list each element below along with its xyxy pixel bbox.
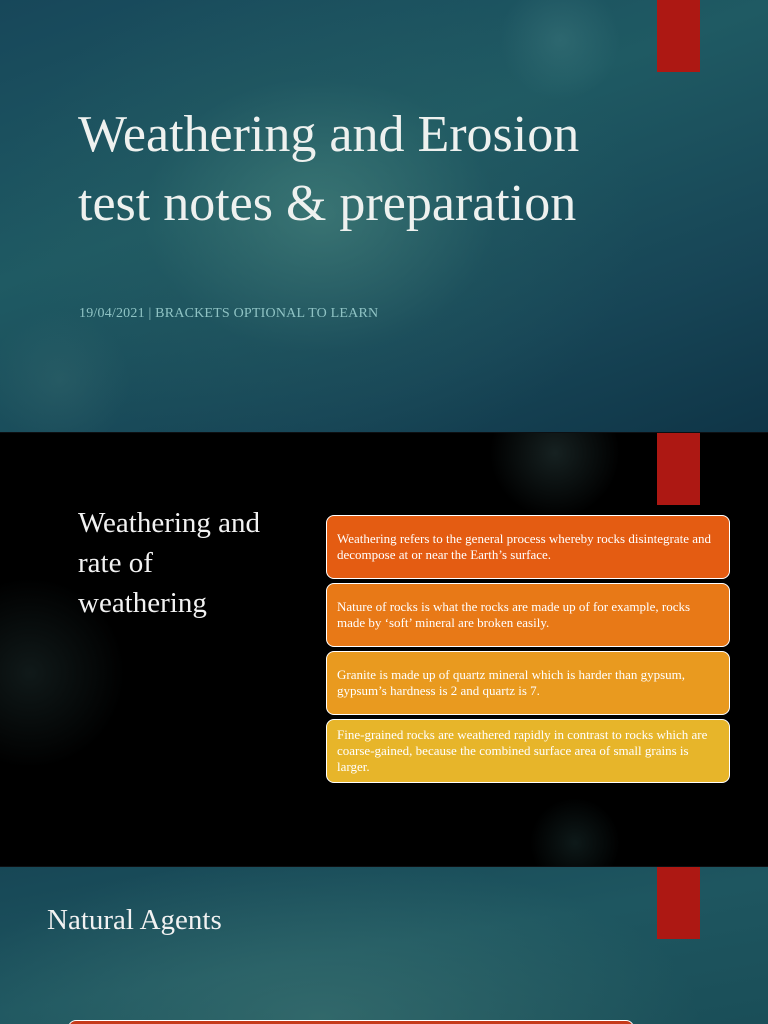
- info-box-nature-of-rocks: [326, 583, 730, 647]
- title-slide: [0, 0, 768, 432]
- info-box-granite: [326, 651, 730, 715]
- info-box-fine-grained: [326, 719, 730, 783]
- weathering-slide: [0, 433, 768, 866]
- info-box-text: Granite is made up of quartz mineral which is harder than gypsum, gypsum’s hardness is 2 and quartz is 7.: [337, 667, 686, 698]
- accent-tab: [657, 433, 700, 505]
- slide-subtitle: 19/04/2021 | BRACKETS OPTIONAL TO LEARN: [79, 306, 379, 321]
- accent-tab: [657, 0, 700, 72]
- info-box-text: Weathering refers to the general process whereby rocks disintegrate and decompose at or near the Earth’s surface.: [337, 531, 711, 562]
- info-box-text: Fine-grained rocks are weathered rapidly in contrast to rocks which are coarse-gained, because the combined surface area of small grains is larger.: [337, 727, 708, 774]
- info-box-definition: [326, 515, 730, 579]
- natural-agents-slide: [0, 867, 768, 1024]
- info-box-partial: [68, 1020, 634, 1024]
- slide-title: Weathering and Erosion test notes & preparation: [78, 106, 580, 232]
- slide-heading: Natural Agents: [47, 904, 222, 936]
- accent-tab: [657, 867, 700, 939]
- slide-heading: Weathering and rate of weathering: [78, 507, 261, 619]
- info-box-text: Nature of rocks is what the rocks are made up of for example, rocks made by ‘soft’ mineral are broken easily.: [337, 599, 691, 630]
